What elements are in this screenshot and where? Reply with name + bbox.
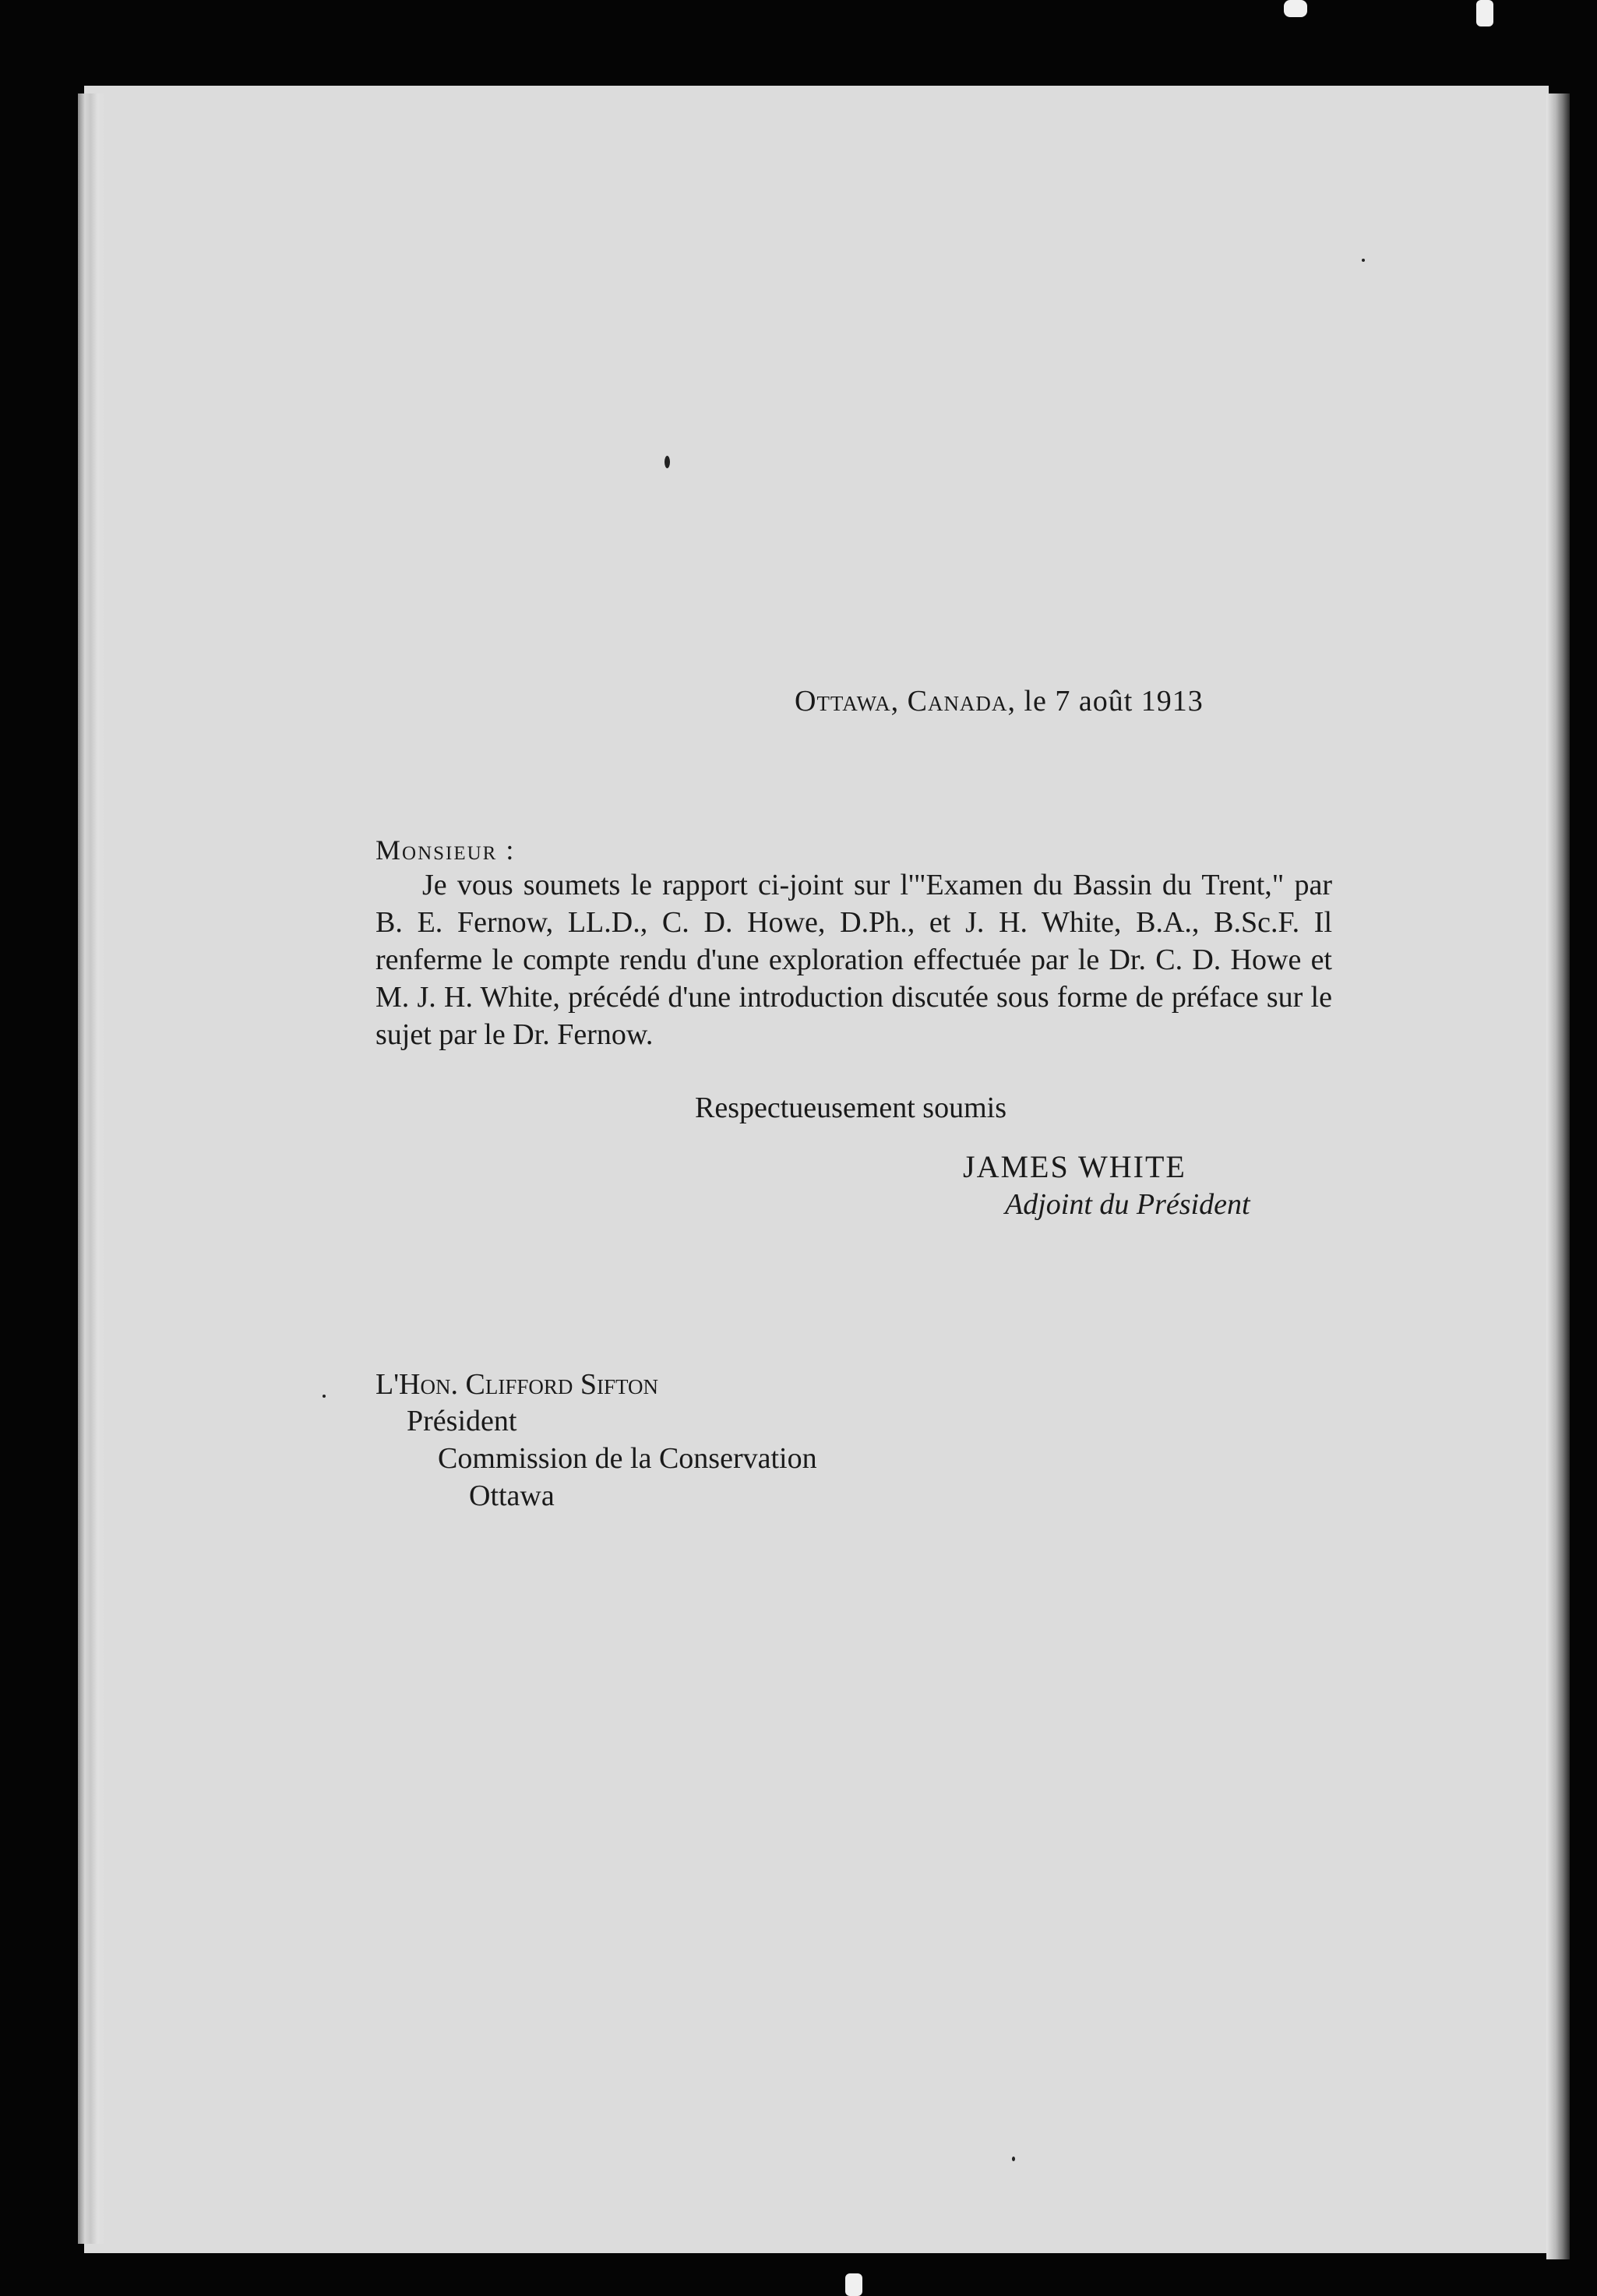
page-left-edge <box>78 93 106 2244</box>
salutation: Monsieur : <box>375 834 516 866</box>
recipient-city: Ottawa <box>469 1480 555 1512</box>
dateline-date: le 7 août 1913 <box>1024 685 1204 718</box>
ink-speck <box>665 456 670 468</box>
signer-title: Adjoint du Président <box>1005 1188 1250 1221</box>
ink-speck <box>323 1395 326 1398</box>
top-right-mark <box>1476 0 1493 26</box>
recipient-title: Président <box>407 1405 517 1437</box>
dateline-country: Canada <box>907 685 1008 718</box>
page-right-edge <box>1546 93 1570 2259</box>
ink-speck <box>1362 259 1365 262</box>
scanned-page <box>84 86 1549 2253</box>
ink-speck <box>1012 2157 1015 2161</box>
signer-name: JAMES WHITE <box>963 1149 1186 1184</box>
recipient-name: L'Hon. Clifford Sifton <box>375 1368 659 1401</box>
letter-body: Je vous soumets le rapport ci-joint sur l'"Examen du Bassin du Trent," par B. E. Fernow, LL.D., C. D. Howe, D.Ph., et J. H. White, B.A., B.Sc.F. Il renferme le compte rendu d'une exploration effectuée par le Dr. C. D. Howe et M. J. H. White, précédé d'une introduction discutée sous forme de préface sur le sujet par le Dr. Fernow. <box>375 869 1332 1051</box>
dateline-city: Ottawa <box>795 685 891 718</box>
bottom-mark <box>845 2273 862 2296</box>
closing: Respectueusement soumis <box>695 1092 1006 1124</box>
dateline: Ottawa, Canada, le 7 août 1913 <box>795 685 1204 718</box>
top-mark <box>1284 0 1307 17</box>
recipient-organization: Commission de la Conservation <box>438 1442 817 1475</box>
